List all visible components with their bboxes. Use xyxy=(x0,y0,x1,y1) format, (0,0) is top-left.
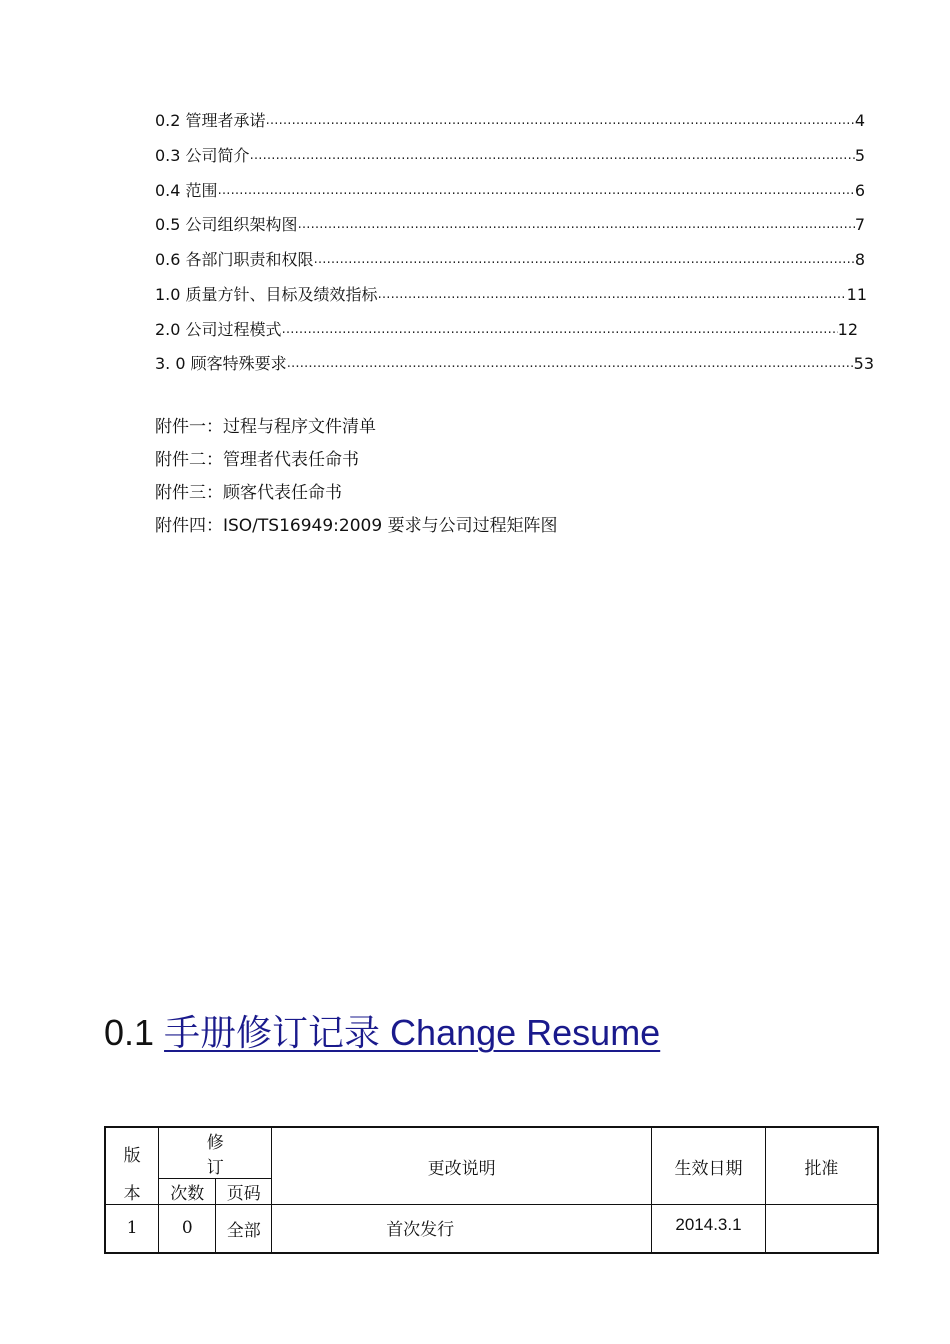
header-approval: 批准 xyxy=(765,1127,878,1205)
toc-leader-dots xyxy=(282,318,838,342)
toc-entry-page: 8 xyxy=(854,250,865,269)
toc-entry-page: 4 xyxy=(854,111,865,130)
toc-leader-dots xyxy=(218,179,855,203)
toc-entry[interactable] xyxy=(155,179,865,203)
header-effective-date: 生效日期 xyxy=(652,1127,766,1205)
header-revision-count: 次数 xyxy=(159,1179,216,1205)
toc-entry[interactable] xyxy=(155,283,867,307)
toc-leader-dots xyxy=(250,144,855,168)
toc-entry-page: 7 xyxy=(854,215,865,234)
cell-pages: 全部 xyxy=(216,1205,272,1253)
toc-entry-label: 0.5 公司组织架构图 xyxy=(155,215,298,234)
section-number: 0.1 xyxy=(104,1012,165,1053)
toc-entry-label: 0.2 管理者承诺 xyxy=(155,111,266,130)
annex-item: 附件三：顾客代表任命书 xyxy=(155,483,342,503)
toc-entry[interactable] xyxy=(155,248,865,272)
revision-table xyxy=(104,1126,879,1254)
toc-entry-page: 12 xyxy=(837,320,858,339)
header-version-top: 版 xyxy=(105,1127,159,1179)
toc-entry-label: 0.4 范围 xyxy=(155,181,218,200)
annex-item: 附件二：管理者代表任命书 xyxy=(155,450,359,470)
toc-leader-dots xyxy=(266,109,855,133)
toc-leader-dots xyxy=(298,213,855,237)
toc-entry-label: 0.6 各部门职责和权限 xyxy=(155,250,314,269)
toc-entry-page: 53 xyxy=(853,354,874,373)
cell-description: 首次发行 xyxy=(272,1205,652,1253)
toc-leader-dots xyxy=(314,248,855,272)
section-title: 手册修订记录 Change Resume xyxy=(164,1012,661,1053)
header-description: 更改说明 xyxy=(272,1127,652,1205)
cell-version: 1 xyxy=(105,1205,159,1253)
toc-entry[interactable] xyxy=(155,144,865,168)
toc-entry-page: 6 xyxy=(854,181,865,200)
toc-entry-label: 3. 0 顾客特殊要求 xyxy=(155,354,287,373)
toc-leader-dots xyxy=(287,352,854,376)
table-row xyxy=(105,1205,878,1253)
toc-entry-label: 0.3 公司简介 xyxy=(155,146,250,165)
toc-entry[interactable] xyxy=(155,352,874,376)
header-revision-pages: 页码 xyxy=(216,1179,272,1205)
section-heading xyxy=(104,1010,660,1056)
annex-item: 附件一：过程与程序文件清单 xyxy=(155,417,376,437)
toc-entry-label: 1.0 质量方针、目标及绩效指标 xyxy=(155,285,378,304)
header-version-bottom: 本 xyxy=(105,1179,159,1205)
cell-date: 2014.3.1 xyxy=(652,1205,766,1253)
cell-approval xyxy=(765,1205,878,1253)
toc-entry[interactable] xyxy=(155,213,865,237)
toc-leader-dots xyxy=(378,283,847,307)
annex-item: 附件四：ISO/TS16949:2009 要求与公司过程矩阵图 xyxy=(155,516,558,536)
header-revision: 修订 xyxy=(159,1127,272,1179)
toc-entry-page: 5 xyxy=(854,146,865,165)
toc-entry[interactable] xyxy=(155,109,865,133)
toc-entry[interactable] xyxy=(155,318,858,342)
toc-entry-label: 2.0 公司过程模式 xyxy=(155,320,282,339)
cell-count: 0 xyxy=(159,1205,216,1253)
toc-entry-page: 11 xyxy=(846,285,867,304)
